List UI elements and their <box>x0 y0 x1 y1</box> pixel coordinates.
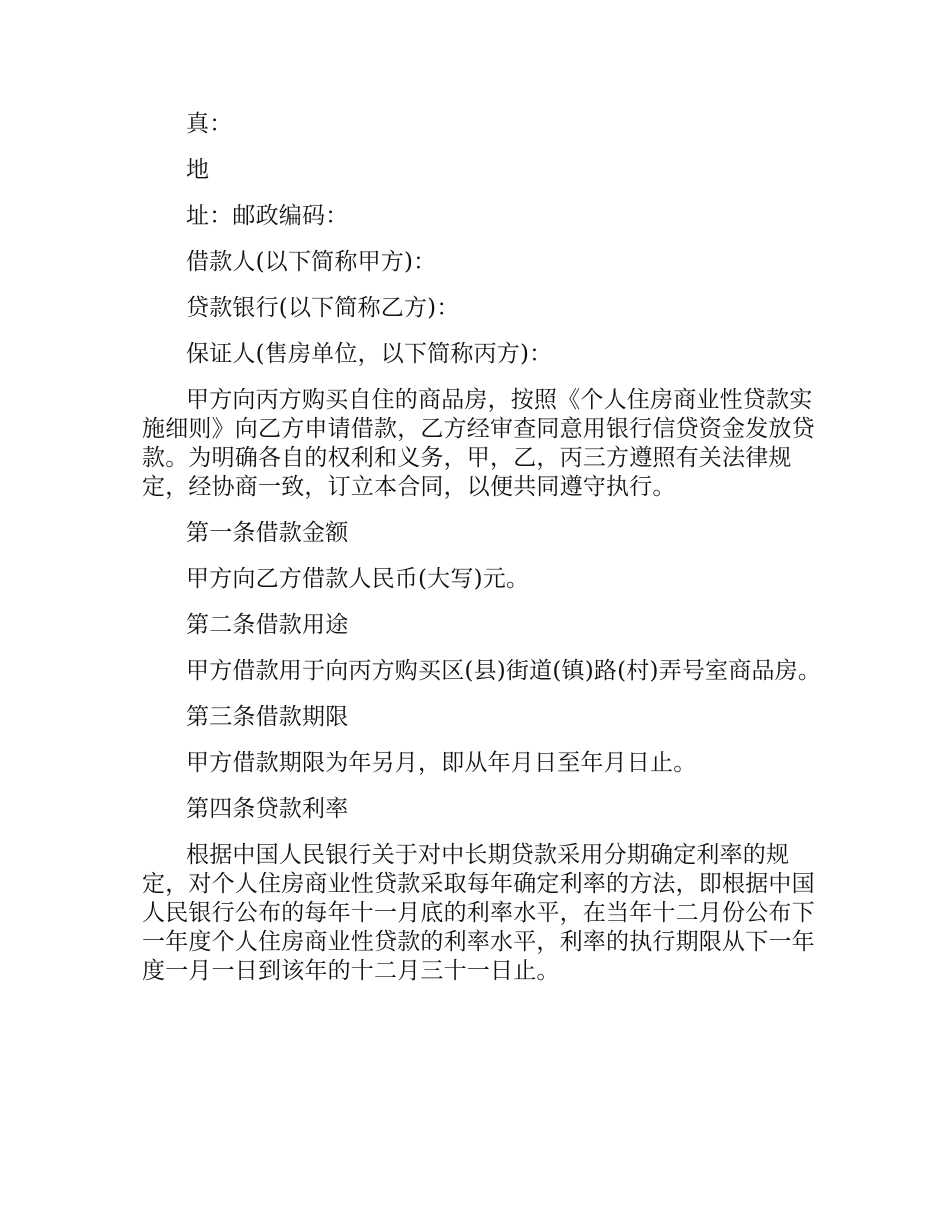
paragraph-guarantor: 保证人(售房单位，以下简称丙方)： <box>186 341 553 367</box>
document-body <box>142 110 832 986</box>
article-2-heading: 第二条借款用途 <box>186 612 349 638</box>
article-1-heading: 第一条借款金额 <box>186 520 349 546</box>
paragraph-borrower: 借款人(以下简称甲方)： <box>186 249 437 275</box>
paragraph-preamble: 甲方向丙方购买自住的商品房，按照《个人住房商业性贷款实施细则》向乙方申请借款，乙方经审查同意用银行信贷资金发放贷款。为明确各自的权利和义务，甲，乙，丙三方遵照有关法律规定，经协商一致，订立本合同，以便共同遵守执行。 <box>142 387 815 500</box>
paragraph-address-postcode: 址：邮政编码： <box>186 203 349 229</box>
article-3-body: 甲方借款期限为年另月，即从年月日至年月日止。 <box>186 750 697 776</box>
article-4-heading: 第四条贷款利率 <box>186 796 349 822</box>
article-4-body: 根据中国人民银行关于对中长期贷款采用分期确定利率的规定，对个人住房商业性贷款采取每年确定利率的方法，即根据中国人民银行公布的每年十一月底的利率水平，在当年十二月份公布下一年度个人住房商业性贷款的利率水平，利率的执行期限从下一年度一月一日到该年的十二月三十一日止。 <box>142 842 815 984</box>
paragraph-address-label: 地 <box>186 157 210 183</box>
article-1-body: 甲方向乙方借款人民币(大写)元。 <box>186 566 530 592</box>
paragraph-lender-bank: 贷款银行(以下简称乙方)： <box>186 295 460 321</box>
article-2-body: 甲方借款用于向丙方购买区(县)街道(镇)路(村)弄号室商品房。 <box>186 658 822 684</box>
article-3-heading: 第三条借款期限 <box>186 704 349 730</box>
paragraph-fax-label: 真： <box>186 111 233 137</box>
